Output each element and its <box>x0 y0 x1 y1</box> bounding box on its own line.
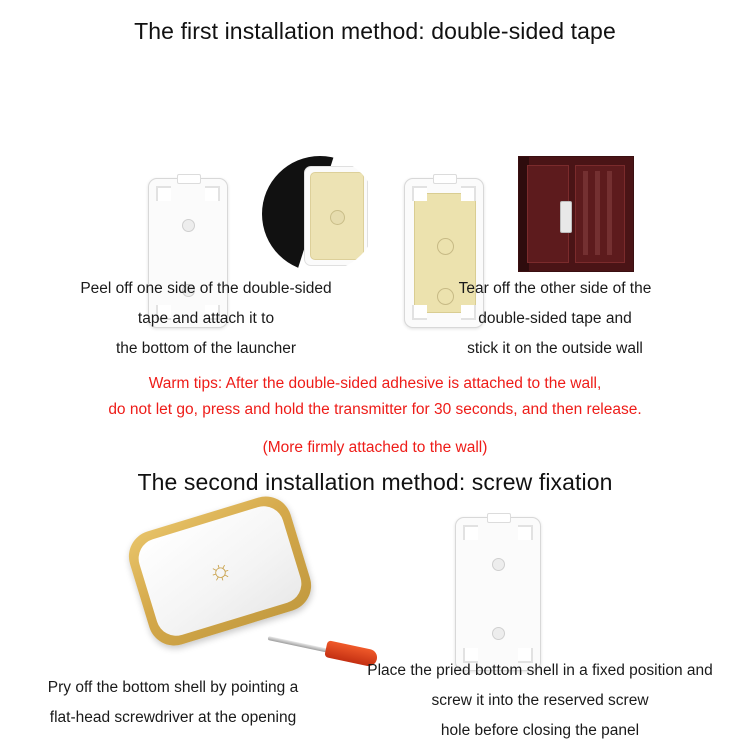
caption-line: the bottom of the launcher <box>115 340 297 357</box>
caption-line: screw it into the reserved screw <box>431 692 649 709</box>
section-title-method-one: The first installation method: double-sided tape <box>134 18 616 44</box>
bell-icon: ☼ <box>203 552 236 589</box>
plate-corner-tab <box>518 525 533 540</box>
plate-corner-tab <box>463 525 478 540</box>
caption-method-two-left <box>8 673 338 733</box>
warning-line: Warm tips: After the double-sided adhesive is attached to the wall, <box>148 375 602 392</box>
plate-corner-tab <box>156 186 171 201</box>
door-mounted-photo <box>518 156 634 272</box>
caption-method-one-left <box>26 274 386 364</box>
door-stripe <box>583 171 588 255</box>
caption-line: double-sided tape and <box>478 310 632 327</box>
screw-hole-icon <box>492 627 505 640</box>
plate-slot <box>177 174 201 184</box>
method-one-image-row <box>0 78 750 258</box>
caption-line: tape and attach it to <box>137 310 275 327</box>
door-stripe <box>607 171 612 255</box>
plate-corner-tab <box>412 186 427 201</box>
warning-line: do not let go, press and hold the transmitter for 30 seconds, and then release. <box>108 401 642 418</box>
caption-method-two-right <box>330 656 750 746</box>
screw-hole-icon <box>182 219 195 232</box>
caption-line: Tear off the other side of the <box>458 280 652 297</box>
screw-hole-icon <box>330 210 345 225</box>
door-stripe <box>595 171 600 255</box>
back-plate-screw-photo <box>455 517 541 671</box>
caption-line: Pry off the bottom shell by pointing a <box>47 679 299 696</box>
screw-hole-icon <box>492 558 505 571</box>
caption-line: flat-head screwdriver at the opening <box>49 709 297 726</box>
plate-corner-tab <box>461 186 476 201</box>
caption-method-one-right <box>390 274 720 364</box>
plate-corner-tab <box>205 186 220 201</box>
screwdriver-shaft <box>268 636 329 653</box>
warning-line: (More firmly attached to the wall) <box>262 439 488 456</box>
caption-line: hole before closing the panel <box>440 722 640 739</box>
plate-slot <box>433 174 457 184</box>
caption-line: stick it on the outside wall <box>467 340 643 357</box>
mounted-transmitter <box>560 201 572 233</box>
tape-peel-photo <box>262 156 378 272</box>
screw-hole-icon <box>437 238 454 255</box>
caption-line: Peel off one side of the double-sided <box>80 280 332 297</box>
plate-slot <box>487 513 511 523</box>
caption-line: Place the pried bottom shell in a fixed position and <box>367 662 713 679</box>
section-title-method-two: The second installation method: screw fixation <box>137 469 613 495</box>
